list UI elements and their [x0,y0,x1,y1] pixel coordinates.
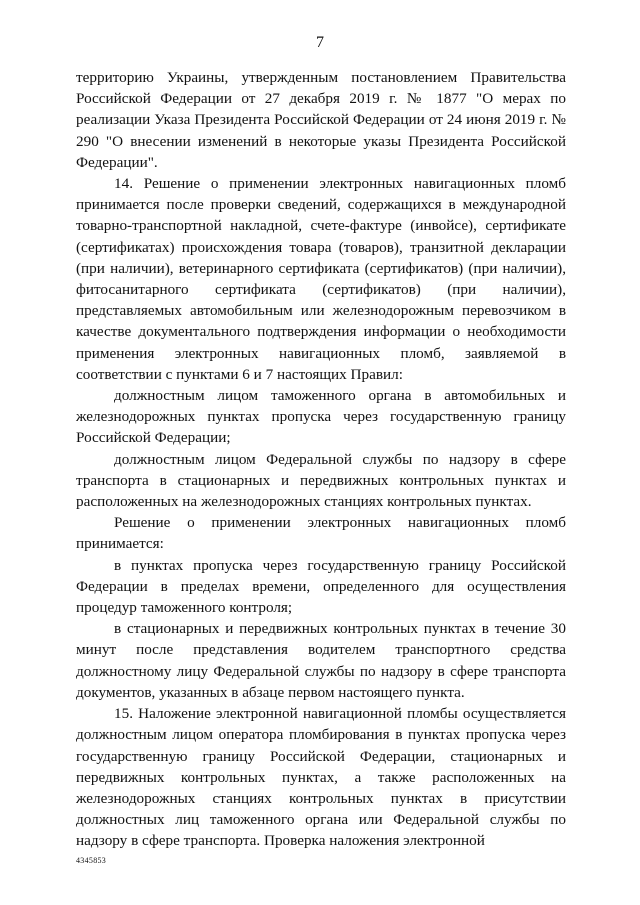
paragraph-control-points-timing: в стационарных и передвижных контрольных пунктах в течение 30 минут после представления водителем транспортного средства должностному лицу Федеральной службы по надзору в сфере транспорта документов, указанных в абзаце первом настоящего пункта. [76,620,566,701]
paragraph-item-14: 14. Решение о применении электронных навигационных пломб принимается после проверки сведений, содержащихся в международной товарно-транспортной накладной, счете-фактуре (инвойсе), сертификате (сертификатах) происхождения товара (товаров), транзитной декларации (при наличии), ветеринарного сертификата (сертификатов) (при наличии), фитосанитарного сертификата (сертификатов) (при наличии), представляемых автомобильным или железнодорожным перевозчиком в качестве документального подтверждения информации о необходимости применения электронных навигационных пломб, заявляемой в соответствии с пунктами 6 и 7 настоящих Правил: [76,175,566,383]
paragraph-continuation: территорию Украины, утвержденным постановлением Правительства Российской Федерации от 27 декабря 2019 г. № 1877 "О мерах по реализации Указа Президента Российской Федерации от 24 июня 2019 г. № 290 "О внесении изменений в некоторые указы Президента Российской Федерации". [76,69,566,171]
document-id: 4345853 [76,856,107,865]
paragraph-border-crossing-timing: в пунктах пропуска через государственную границу Российской Федерации в пределах времени, определенного для осуществления процедур таможенного контроля; [76,556,566,617]
paragraph-customs-officer: должностным лицом таможенного органа в автомобильных и железнодорожных пунктах пропуска через государственную границу Российской Федерации; [76,387,566,447]
document-body [76,67,566,852]
paragraph-item-15: 15. Наложение электронной навигационной пломбы осуществляется должностным лицом оператора пломбирования в пунктах пропуска через государственную границу Российской Федерации, стационарных и передвижных контрольных пунктах, а также расположенных на железнодорожных станциях контрольных пунктах в присутствии должностных лиц таможенного органа или Федеральной службы по надзору в сфере транспорта. Проверка наложения электронной [76,705,566,850]
page-number: 7 [316,34,324,51]
paragraph-decision-timing-intro: Решение о применении электронных навигационных пломб принимается: [76,514,566,553]
paragraph-transport-officer: должностным лицом Федеральной службы по надзору в сфере транспорта в стационарных и передвижных контрольных пунктах и расположенных на железнодорожных станциях контрольных пунктах. [76,450,566,511]
